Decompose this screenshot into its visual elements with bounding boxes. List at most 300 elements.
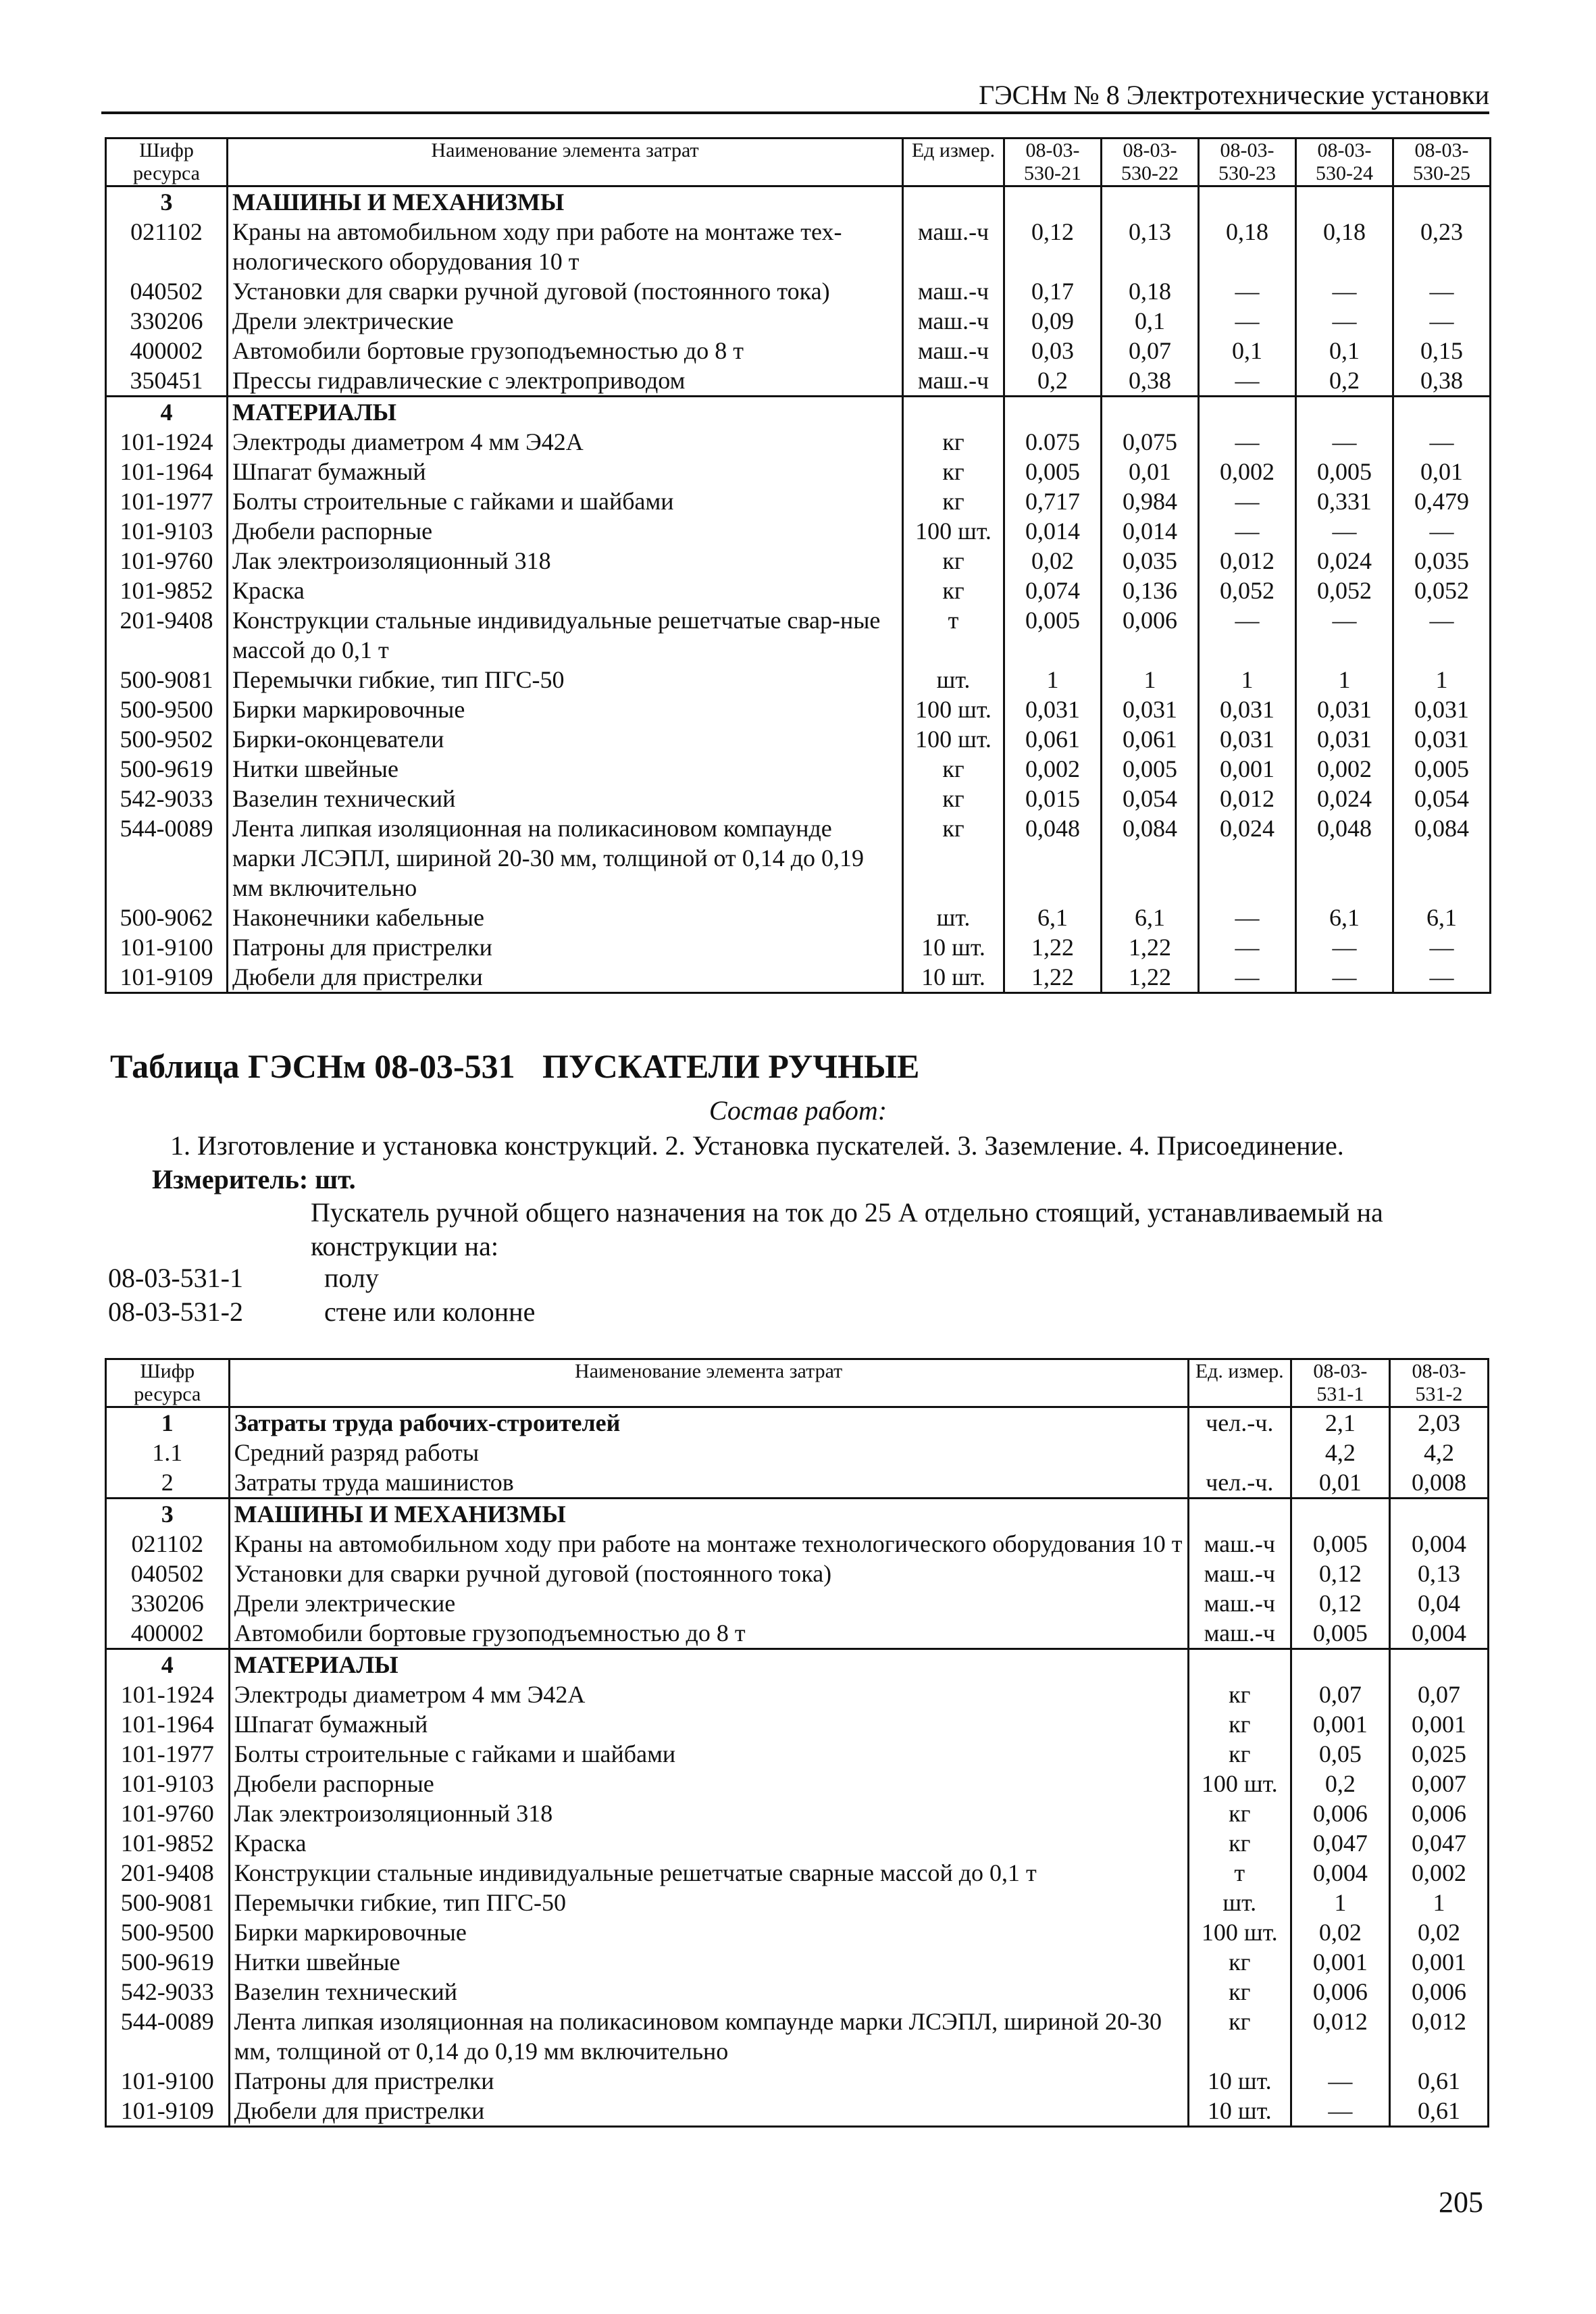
cost-element-name: Лента липкая изоляционная на поликасиновом компаунде марки ЛСЭПЛ, шириной 20-30 мм, толщиной от 0,14 до 0,19 мм включительно xyxy=(228,813,903,903)
unit-cell: 10 шт. xyxy=(903,962,1004,993)
unit-cell: кг xyxy=(1188,1680,1291,1709)
value-cell xyxy=(1393,397,1491,428)
running-header: ГЭСНм № 8 Электротехнические установки xyxy=(979,80,1489,110)
table-title: ПУСКАТЕЛИ РУЧНЫЕ xyxy=(542,1047,920,1085)
cost-element-name: Лак электроизоляционный 318 xyxy=(229,1799,1188,1828)
value-cell: — xyxy=(1199,932,1296,962)
value-cell: 0,09 xyxy=(1004,306,1102,336)
col-header-530-21: 08-03-530-21 xyxy=(1004,139,1102,186)
value-cell: 0,005 xyxy=(1296,457,1393,486)
value-cell: 0,002 xyxy=(1004,754,1102,784)
resource-code: 500-9619 xyxy=(106,754,228,784)
unit-cell: 10 шт. xyxy=(1188,2096,1291,2127)
table-row xyxy=(106,754,1491,784)
cost-element-name: Автомобили бортовые грузоподъемностью до 8 т xyxy=(229,1618,1188,1649)
value-cell: 1 xyxy=(1199,665,1296,695)
resource-code: 542-9033 xyxy=(106,784,228,813)
value-cell: 0,2 xyxy=(1004,366,1102,397)
table-row xyxy=(106,366,1491,397)
cost-element-name: МАТЕРИАЛЫ xyxy=(229,1649,1188,1680)
value-cell: — xyxy=(1199,366,1296,397)
resource-code: 544-0089 xyxy=(106,2007,230,2066)
table-body xyxy=(106,1407,1489,2127)
table-row xyxy=(106,1739,1489,1769)
value-cell: 0,024 xyxy=(1296,546,1393,576)
value-cell: 0,014 xyxy=(1004,516,1102,546)
resource-code: 500-9619 xyxy=(106,1947,230,1977)
resource-code: 101-9103 xyxy=(106,516,228,546)
value-cell: — xyxy=(1199,516,1296,546)
value-cell: — xyxy=(1199,962,1296,993)
value-cell: 0,61 xyxy=(1389,2066,1488,2096)
resource-code: 3 xyxy=(106,186,228,218)
value-cell: — xyxy=(1393,932,1491,962)
cost-element-name: Дюбели распорные xyxy=(228,516,903,546)
col-header-531-1: 08-03-531-1 xyxy=(1291,1359,1389,1407)
work-item xyxy=(108,1262,379,1294)
resource-code: 4 xyxy=(106,397,228,428)
resource-code: 330206 xyxy=(106,306,228,336)
cost-element-name: Вазелин технический xyxy=(229,1977,1188,2007)
unit-cell: маш.-ч xyxy=(903,336,1004,366)
col-header-code: Шифр ресурса xyxy=(106,139,228,186)
value-cell: 1,22 xyxy=(1004,962,1102,993)
table-row xyxy=(106,457,1491,486)
table-row xyxy=(106,1947,1489,1977)
section-row xyxy=(106,186,1491,218)
cost-element-name: Патроны для пристрелки xyxy=(228,932,903,962)
value-cell: 0,1 xyxy=(1102,306,1199,336)
cost-element-name: Наконечники кабельные xyxy=(228,903,903,932)
value-cell: 0,047 xyxy=(1291,1828,1389,1858)
col-header-530-24: 08-03-530-24 xyxy=(1296,139,1393,186)
work-item xyxy=(108,1296,535,1328)
unit-cell: кг xyxy=(1188,1828,1291,1858)
value-cell: — xyxy=(1393,306,1491,336)
value-cell: 1 xyxy=(1102,665,1199,695)
unit-cell: маш.-ч xyxy=(1188,1529,1291,1559)
resource-code: 400002 xyxy=(106,1618,230,1649)
table-row xyxy=(106,813,1491,903)
value-cell: 0,2 xyxy=(1291,1769,1389,1799)
value-cell xyxy=(1291,1499,1389,1530)
work-item-code: 08-03-531-2 xyxy=(108,1297,243,1327)
value-cell: — xyxy=(1296,427,1393,457)
value-cell: 4,2 xyxy=(1389,1438,1488,1467)
table-row xyxy=(106,1888,1489,1917)
composition-text: 1. Изготовление и установка конструкций. 2. Установка пускателей. 3. Заземление. 4. Присоединение. xyxy=(170,1130,1344,1161)
section-row xyxy=(106,1649,1489,1680)
col-header-530-25: 08-03-530-25 xyxy=(1393,139,1491,186)
value-cell: 0,38 xyxy=(1102,366,1199,397)
value-cell: 0,048 xyxy=(1004,813,1102,903)
unit-cell: 100 шт. xyxy=(903,724,1004,754)
resource-code: 500-9502 xyxy=(106,724,228,754)
cost-element-name: Краска xyxy=(229,1828,1188,1858)
value-cell: 0,02 xyxy=(1004,546,1102,576)
resource-code: 4 xyxy=(106,1649,230,1680)
table-heading xyxy=(110,1046,919,1086)
table-body xyxy=(106,186,1491,993)
value-cell: 2,03 xyxy=(1389,1407,1488,1438)
value-cell xyxy=(1393,186,1491,218)
table-row xyxy=(106,1977,1489,2007)
unit-cell: маш.-ч xyxy=(903,276,1004,306)
table-row xyxy=(106,1438,1489,1467)
cost-element-name: Краны на автомобильном ходу при работе на монтаже технологического оборудования 10 т xyxy=(229,1529,1188,1559)
value-cell: 1 xyxy=(1296,665,1393,695)
unit-cell: 10 шт. xyxy=(1188,2066,1291,2096)
resource-code: 101-9100 xyxy=(106,932,228,962)
unit-cell: кг xyxy=(903,427,1004,457)
table-row xyxy=(106,217,1491,276)
cost-element-name: Дрели электрические xyxy=(229,1588,1188,1618)
resource-code: 201-9408 xyxy=(106,1858,230,1888)
value-cell: 0,025 xyxy=(1389,1739,1488,1769)
unit-cell: маш.-ч xyxy=(903,306,1004,336)
value-cell: 0,001 xyxy=(1291,1709,1389,1739)
value-cell xyxy=(1102,397,1199,428)
table-row xyxy=(106,576,1491,605)
value-cell: 0,074 xyxy=(1004,576,1102,605)
value-cell: — xyxy=(1199,486,1296,516)
value-cell: 0,18 xyxy=(1102,276,1199,306)
value-cell: 0,048 xyxy=(1296,813,1393,903)
cost-element-name: Затраты труда рабочих-строителей xyxy=(229,1407,1188,1438)
cost-element-name: Средний разряд работы xyxy=(229,1438,1188,1467)
unit-cell xyxy=(1188,1499,1291,1530)
value-cell: 0,054 xyxy=(1393,784,1491,813)
value-cell: 0,004 xyxy=(1389,1618,1488,1649)
table-row xyxy=(106,903,1491,932)
cost-element-name: МАТЕРИАЛЫ xyxy=(228,397,903,428)
value-cell: 0,04 xyxy=(1389,1588,1488,1618)
col-header-code: Шифр ресурса xyxy=(106,1359,230,1407)
cost-element-name: Шпагат бумажный xyxy=(229,1709,1188,1739)
value-cell xyxy=(1296,397,1393,428)
value-cell: 0,031 xyxy=(1296,695,1393,724)
value-cell: 0,002 xyxy=(1389,1858,1488,1888)
table-row xyxy=(106,1588,1489,1618)
value-cell: — xyxy=(1291,2066,1389,2096)
value-cell: — xyxy=(1199,306,1296,336)
value-cell: 0,479 xyxy=(1393,486,1491,516)
value-cell: 0,031 xyxy=(1199,695,1296,724)
table-number: Таблица ГЭСНм 08-03-531 xyxy=(110,1047,515,1085)
resource-code: 101-9852 xyxy=(106,1828,230,1858)
col-header-530-23: 08-03-530-23 xyxy=(1199,139,1296,186)
cost-element-name: Дюбели для пристрелки xyxy=(229,2096,1188,2127)
value-cell: 0,024 xyxy=(1296,784,1393,813)
unit-cell xyxy=(903,397,1004,428)
resource-code: 1 xyxy=(106,1407,230,1438)
cost-element-name: Автомобили бортовые грузоподъемностью до 8 т xyxy=(228,336,903,366)
value-cell: 1 xyxy=(1291,1888,1389,1917)
value-cell: 0,002 xyxy=(1296,754,1393,784)
work-item-text: полу xyxy=(324,1263,379,1293)
resource-code: 040502 xyxy=(106,1559,230,1588)
cost-element-name: Бирки маркировочные xyxy=(229,1917,1188,1947)
value-cell: — xyxy=(1393,276,1491,306)
table-header-row xyxy=(106,1359,1489,1407)
value-cell: 0,13 xyxy=(1389,1559,1488,1588)
cost-element-name: Бирки-оконцеватели xyxy=(228,724,903,754)
cost-element-name: Патроны для пристрелки xyxy=(229,2066,1188,2096)
value-cell: 4,2 xyxy=(1291,1438,1389,1467)
resource-table-531 xyxy=(105,1358,1489,2128)
cost-element-name: Бирки маркировочные xyxy=(228,695,903,724)
cost-element-name: Дрели электрические xyxy=(228,306,903,336)
value-cell: 1,22 xyxy=(1102,962,1199,993)
value-cell: 0,005 xyxy=(1393,754,1491,784)
header-rule xyxy=(101,111,1489,114)
unit-cell: кг xyxy=(903,486,1004,516)
value-cell: 0,001 xyxy=(1291,1947,1389,1977)
unit-cell: кг xyxy=(903,576,1004,605)
resource-code: 500-9500 xyxy=(106,1917,230,1947)
cost-element-name: Дюбели распорные xyxy=(229,1769,1188,1799)
unit-cell: маш.-ч xyxy=(1188,1618,1291,1649)
cost-element-name: Электроды диаметром 4 мм Э42А xyxy=(229,1680,1188,1709)
table-row xyxy=(106,1467,1489,1499)
table-row xyxy=(106,427,1491,457)
resource-table-530 xyxy=(105,137,1491,994)
unit-cell: маш.-ч xyxy=(1188,1588,1291,1618)
table-row xyxy=(106,665,1491,695)
value-cell: — xyxy=(1296,276,1393,306)
resource-code: 330206 xyxy=(106,1588,230,1618)
unit-cell: 100 шт. xyxy=(1188,1769,1291,1799)
value-cell: 0,331 xyxy=(1296,486,1393,516)
section-row xyxy=(106,397,1491,428)
value-cell: 0,984 xyxy=(1102,486,1199,516)
resource-code: 101-1964 xyxy=(106,457,228,486)
value-cell: 0,05 xyxy=(1291,1739,1389,1769)
value-cell: 0,12 xyxy=(1291,1559,1389,1588)
value-cell: 0,084 xyxy=(1102,813,1199,903)
table-row xyxy=(106,276,1491,306)
unit-cell: т xyxy=(1188,1858,1291,1888)
value-cell: 0,07 xyxy=(1291,1680,1389,1709)
unit-cell: 100 шт. xyxy=(1188,1917,1291,1947)
value-cell: — xyxy=(1296,962,1393,993)
value-cell: 0,23 xyxy=(1393,217,1491,276)
composition-title: Состав работ: xyxy=(709,1095,887,1126)
value-cell: 6,1 xyxy=(1102,903,1199,932)
value-cell: 0,02 xyxy=(1389,1917,1488,1947)
table-row xyxy=(106,605,1491,665)
value-cell: — xyxy=(1199,427,1296,457)
cost-element-name: МАШИНЫ И МЕХАНИЗМЫ xyxy=(229,1499,1188,1530)
cost-element-name: Болты строительные с гайками и шайбами xyxy=(228,486,903,516)
value-cell: 0,047 xyxy=(1389,1828,1488,1858)
value-cell: — xyxy=(1393,427,1491,457)
unit-cell xyxy=(903,186,1004,218)
resource-code: 101-1977 xyxy=(106,1739,230,1769)
cost-element-name: Установки для сварки ручной дуговой (постоянного тока) xyxy=(229,1559,1188,1588)
value-cell: 0,005 xyxy=(1004,457,1102,486)
table-row xyxy=(106,724,1491,754)
table-row xyxy=(106,546,1491,576)
resource-code: 542-9033 xyxy=(106,1977,230,2007)
cost-element-name: Конструкции стальные индивидуальные решетчатые свар-ные массой до 0,1 т xyxy=(228,605,903,665)
value-cell: 0,006 xyxy=(1389,1799,1488,1828)
resource-code: 500-9500 xyxy=(106,695,228,724)
resource-code: 2 xyxy=(106,1467,230,1499)
unit-cell: чел.-ч. xyxy=(1188,1467,1291,1499)
value-cell: — xyxy=(1291,2096,1389,2127)
value-cell: 0,12 xyxy=(1291,1588,1389,1618)
value-cell: 6,1 xyxy=(1393,903,1491,932)
value-cell: 0,035 xyxy=(1393,546,1491,576)
resource-code: 101-9852 xyxy=(106,576,228,605)
col-header-unit: Ед измер. xyxy=(903,139,1004,186)
value-cell: 1 xyxy=(1389,1888,1488,1917)
section-row xyxy=(106,1499,1489,1530)
value-cell: 0,005 xyxy=(1004,605,1102,665)
value-cell: 0,012 xyxy=(1199,784,1296,813)
cost-element-name: Нитки швейные xyxy=(228,754,903,784)
resource-code: 3 xyxy=(106,1499,230,1530)
value-cell: 0,002 xyxy=(1199,457,1296,486)
resource-code: 1.1 xyxy=(106,1438,230,1467)
value-cell: 0,01 xyxy=(1393,457,1491,486)
value-cell: 0,001 xyxy=(1389,1709,1488,1739)
unit-cell: шт. xyxy=(903,903,1004,932)
value-cell: 0,006 xyxy=(1291,1977,1389,2007)
unit-cell: 100 шт. xyxy=(903,516,1004,546)
value-cell: 0,07 xyxy=(1102,336,1199,366)
value-cell: — xyxy=(1296,605,1393,665)
cost-element-name: Установки для сварки ручной дуговой (постоянного тока) xyxy=(228,276,903,306)
value-cell: 0,01 xyxy=(1102,457,1199,486)
value-cell: 0,014 xyxy=(1102,516,1199,546)
unit-cell: кг xyxy=(903,754,1004,784)
value-cell: 0,052 xyxy=(1393,576,1491,605)
unit-cell xyxy=(1188,1438,1291,1467)
value-cell: 0,031 xyxy=(1393,695,1491,724)
value-cell: 0,012 xyxy=(1291,2007,1389,2066)
value-cell: — xyxy=(1393,516,1491,546)
value-cell: 0,004 xyxy=(1389,1529,1488,1559)
resource-code: 101-9760 xyxy=(106,546,228,576)
cost-element-name: Перемычки гибкие, тип ПГС-50 xyxy=(228,665,903,695)
table-row xyxy=(106,2096,1489,2127)
table-row xyxy=(106,1529,1489,1559)
col-header-531-2: 08-03-531-2 xyxy=(1389,1359,1488,1407)
value-cell: 0,006 xyxy=(1389,1977,1488,2007)
value-cell: 6,1 xyxy=(1296,903,1393,932)
resource-code: 101-1924 xyxy=(106,1680,230,1709)
table-row xyxy=(106,1917,1489,1947)
resource-code: 101-1964 xyxy=(106,1709,230,1739)
resource-code: 500-9081 xyxy=(106,1888,230,1917)
cost-element-name: Краны на автомобильном ходу при работе на монтаже тех-нологического оборудования 10 т xyxy=(228,217,903,276)
col-header-unit: Ед. измер. xyxy=(1188,1359,1291,1407)
resource-code: 500-9081 xyxy=(106,665,228,695)
value-cell: 0,38 xyxy=(1393,366,1491,397)
table-row xyxy=(106,962,1491,993)
value-cell: 0,12 xyxy=(1004,217,1102,276)
value-cell: 0,02 xyxy=(1291,1917,1389,1947)
value-cell: 0,03 xyxy=(1004,336,1102,366)
value-cell xyxy=(1199,186,1296,218)
resource-code: 101-9109 xyxy=(106,962,228,993)
unit-cell: 10 шт. xyxy=(903,932,1004,962)
unit-cell: кг xyxy=(1188,1947,1291,1977)
resource-code: 101-9100 xyxy=(106,2066,230,2096)
cost-element-name: Перемычки гибкие, тип ПГС-50 xyxy=(229,1888,1188,1917)
unit-cell xyxy=(1188,1649,1291,1680)
resource-code: 101-1977 xyxy=(106,486,228,516)
unit-cell: маш.-ч xyxy=(903,217,1004,276)
unit-cell: маш.-ч xyxy=(903,366,1004,397)
cost-element-name: Электроды диаметром 4 мм Э42А xyxy=(228,427,903,457)
resource-code: 544-0089 xyxy=(106,813,228,903)
resource-code: 350451 xyxy=(106,366,228,397)
value-cell xyxy=(1004,397,1102,428)
value-cell: 0,031 xyxy=(1393,724,1491,754)
unit-cell: т xyxy=(903,605,1004,665)
value-cell: — xyxy=(1393,962,1491,993)
table-row xyxy=(106,1407,1489,1438)
unit-cell: кг xyxy=(903,546,1004,576)
unit-cell: шт. xyxy=(1188,1888,1291,1917)
cost-element-name: Лента липкая изоляционная на поликасиновом компаунде марки ЛСЭПЛ, шириной 20-30 мм, толщиной от 0,14 до 0,19 мм включительно xyxy=(229,2007,1188,2066)
table-row xyxy=(106,1769,1489,1799)
cost-element-name: МАШИНЫ И МЕХАНИЗМЫ xyxy=(228,186,903,218)
value-cell: 0,012 xyxy=(1199,546,1296,576)
value-cell: 0,054 xyxy=(1102,784,1199,813)
unit-cell: чел.-ч. xyxy=(1188,1407,1291,1438)
table-row xyxy=(106,932,1491,962)
value-cell: 0,031 xyxy=(1199,724,1296,754)
value-cell: 0,001 xyxy=(1199,754,1296,784)
cost-element-name: Конструкции стальные индивидуальные решетчатые сварные массой до 0,1 т xyxy=(229,1858,1188,1888)
unit-cell: кг xyxy=(1188,1977,1291,2007)
value-cell: 0,024 xyxy=(1199,813,1296,903)
value-cell: 1 xyxy=(1004,665,1102,695)
table-row xyxy=(106,1828,1489,1858)
unit-cell: шт. xyxy=(903,665,1004,695)
cost-element-name: Прессы гидравлические с электроприводом xyxy=(228,366,903,397)
col-header-530-22: 08-03-530-22 xyxy=(1102,139,1199,186)
value-cell: 0,136 xyxy=(1102,576,1199,605)
value-cell: 0,15 xyxy=(1393,336,1491,366)
table-header-row xyxy=(106,139,1491,186)
value-cell: 1,22 xyxy=(1102,932,1199,962)
value-cell: 0,031 xyxy=(1102,695,1199,724)
resource-code: 101-1924 xyxy=(106,427,228,457)
work-description: Пускатель ручной общего назначения на ток до 25 А отдельно стоящий, устанавливаемый на конструкции на: xyxy=(311,1197,1383,1261)
unit-cell: 100 шт. xyxy=(903,695,1004,724)
cost-element-name: Лак электроизоляционный 318 xyxy=(228,546,903,576)
measure-unit: Измеритель: шт. xyxy=(152,1164,356,1194)
value-cell: — xyxy=(1296,306,1393,336)
page-number: 205 xyxy=(1439,2186,1483,2219)
col-header-name: Наименование элемента затрат xyxy=(229,1359,1188,1407)
value-cell: 0,061 xyxy=(1102,724,1199,754)
cost-element-name: Шпагат бумажный xyxy=(228,457,903,486)
unit-cell: кг xyxy=(903,784,1004,813)
value-cell: 0,084 xyxy=(1393,813,1491,903)
value-cell: 0,005 xyxy=(1291,1529,1389,1559)
value-cell: 0,717 xyxy=(1004,486,1102,516)
resource-code: 101-9103 xyxy=(106,1769,230,1799)
value-cell: 0,61 xyxy=(1389,2096,1488,2127)
unit-cell: кг xyxy=(1188,1739,1291,1769)
table-row xyxy=(106,784,1491,813)
